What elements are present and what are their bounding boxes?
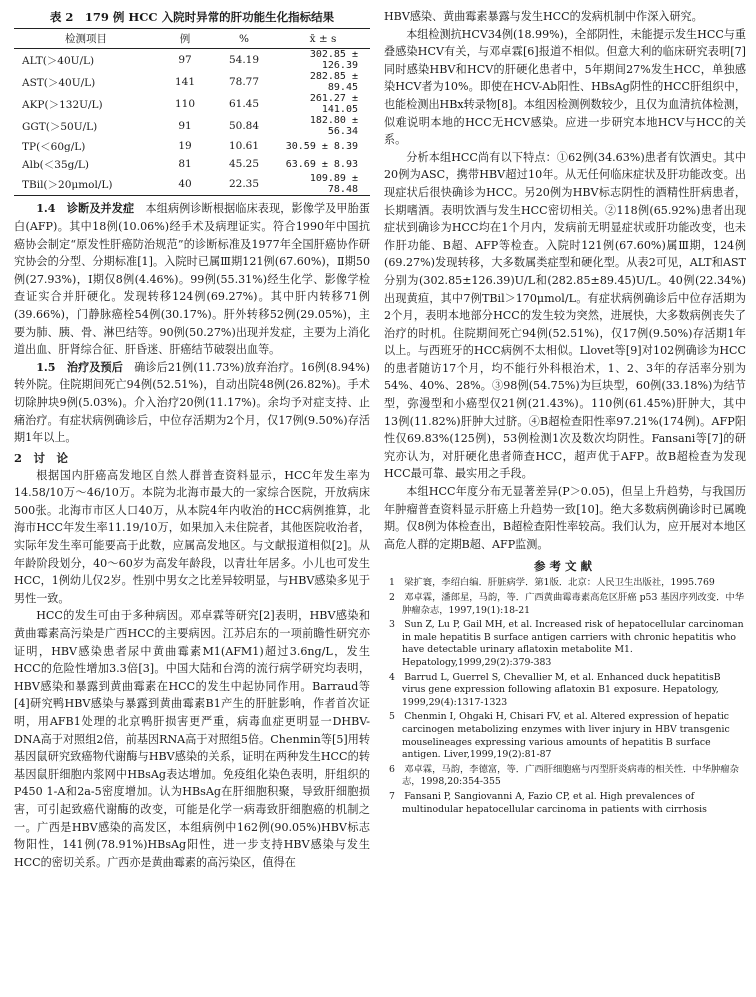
table-row (14, 173, 370, 196)
references-heading: 参考文献 (534, 559, 596, 574)
section-1-4 (14, 200, 370, 358)
section-1-5 (14, 359, 370, 447)
paragraph: 本组HCC年度分布无显著差异(P＞0.05)，但呈上升趋势，与我国历年肿瘤普查资料显示肝癌上升趋势一致[10]。绝大多数病例确诊时已属晚期。仅8例为体检查出，B超检查阳性率较高。我们认为，应开展对本地区高危人群的定期B超、AFP监测。 (384, 485, 746, 551)
paragraph: HBV感染、黄曲霉素暴露与发生HCC的发病机制中作深入研究。 (384, 10, 703, 23)
table-header: % (212, 29, 276, 49)
table-cell: 81 (178, 158, 192, 171)
left-column (14, 8, 370, 871)
table-cell: TBil(＞20μmol/L) (14, 173, 158, 196)
table-cell: 19 (178, 140, 192, 153)
paragraph-text: 本组病例诊断根据临床表现，影像学及甲胎蛋白(AFP)。其中18例(10.06%)经手术及病理证实。符合1990年中国抗癌协会制定“原发性肝癌防治规范”的诊断标准及1977年全国肝癌协作研究协会的分型、分期标准[1]。入院时已属Ⅲ期121例(67.60%)，Ⅱ期50例(27.93%)，Ⅰ期仅8例(4.46%)。99例(55.31%)经生化学、影像学检查证实合并肝硬化。发现转移124例(69.27%)。其中肝内转移71例(39.66%)，门静脉癌栓54例(30.17%)。肝外转移52例(29.05%)，主要为肺、胰、骨、淋巴结等。90例(50.27%)出现并发症，主要为上消化道出血、肝肾综合征、肝昏迷、肝癌结节破裂出血等。 (14, 202, 370, 357)
table-cell: 40 (158, 173, 212, 196)
table-row (14, 49, 370, 72)
section-heading: 1.5 治疗及预后 (36, 360, 123, 374)
table-header: 例 (158, 29, 212, 49)
table-cell: 141 (174, 76, 196, 88)
table-cell: 97 (178, 54, 192, 66)
table-row (14, 115, 370, 137)
section-heading: 1.4 诊断及并发症 (36, 202, 135, 216)
table-cell: AST(＞40U/L) (22, 76, 96, 89)
paragraph: 分析本组HCC尚有以下特点：①62例(34.63%)患者有饮酒史。其中20例为ASC，携带HBV超过10年。从无任何临床症状及肝功能改变。出现症状后很快确诊为HCC。另20例为HBV标志阴性的酒精性肝病患者，长期嗜酒。表明饮酒与发生HCC密切相关。②118例(65.92%)患者出现症状到确诊为HCC均在1个月内，发病前无明显症状或肝功能改变，也未作肝功能、B超、AFP等检查。入院时121例(67.60%)属Ⅲ期，124例(69.27%)发现转移，大多数属类症型和硬化型。从表2可见，ALT和AST分别为(302.85±126.39)U/L和(282.85±89.45)U/L。40例(22.34%)出现黄疸，其中7例TBil＞170μmol/L。有症状病例确诊后中位存活期为2个月，表明本地部分HCC的发生较为突然，进展快，大多数病例丧失了治疗的时机。住院期间死亡94例(52.51%)，仅17例(9.50%)存活期1年以上。与西班牙的HCC病例不太相似。Llovet等[9]对102例确诊为HCC的患者随访17个月，均不能行外科根治术，1、2、3年的存活率分别为54%、40%、28%。③98例(54.75%)为巨块型，60例(33.18%)为结节型，弥漫型和小癌型仅21例(21.43%)。110例(61.45%)肝肿大，其中13例(11.82%)肝肿大过脐。④B超检查阳性率97.21%(174例)。AFP阳性仅69.83%(125例)，53例检测1次及数次均阴性。Fansani等[7]的研究亦认为，对肝硬化患者筛查HCC，超声优于AFP。故B超检查为发现HCC最可靠、最实用之手段。 (384, 150, 746, 481)
table-header-row (14, 29, 370, 49)
table-cell: 50.84 (228, 120, 260, 132)
reference-item: 7 Fansani P, Sangiovanni A, Fazio CP, et al. High prevalences of multinodular hepatocellular carcinoma in patients with cirrhosis (389, 790, 707, 815)
paragraph: 根据国内肝癌高发地区自然人群普查资料显示，HCC年发生率为14.58/10万～46/10万。本院为北海市最大的一家综合医院，开放病床500张。北海市市区人口40万，从本院4年内收治的HCC病例推算，北海市HCC年发生率11.19/10万，如果加入未住院者，其他医院收治者，实际年发生率可能要高于此数，应属高发地区。与文献报道相似[2]。从年龄阶段划分，40～60岁为高发年龄段，以青壮年居多。小儿也可发生HCC，1例幼儿仅2岁。性别中男女之比差异较明显，与HBV感染多见于男性一致。 (14, 468, 370, 605)
table-header: 检测项目 (14, 29, 158, 49)
table-cell: 22.35 (212, 173, 276, 196)
reference-item: 3 Sun Z, Lu P, Gail MH, et al. Increased risk of hepatocellular carcinoman in male hepatitis B surface antigen carriers with chronic hepatitis who have detectable urinary aflatoxin metabolite M1. Hepatology,1999,29(2):379-383 (389, 619, 744, 668)
table-cell: 10.61 (228, 140, 260, 153)
table-row (14, 155, 370, 173)
table-cell: Alb(＜35g/L) (22, 158, 89, 171)
table-cell: 109.89 ± 78.48 (276, 173, 370, 196)
table-cell: 110 (174, 98, 196, 110)
table-cell: 261.27 ± 141.05 (309, 93, 358, 115)
reference-item: 5 Chenmin I, Ohgaki H, Chisari FV, et al. Altered expression of hepatic carcinogen metabolizing enzymes with liver injury in HBV transgenic mouselineages expressing various amounts of hepatitis B surface antigen. Liver,1999,19(2):81-87 (389, 711, 730, 761)
discussion-heading: 2 讨 论 (14, 450, 69, 465)
paragraph: HCC的发生可由于多种病因。邓卓霖等研究[2]表明，HBV感染和黄曲霉素高污染是广西HCC的主要病因。江苏启东的一项前瞻性研究亦证明，HBV感染患者尿中黄曲霉素M1(AFM1)超过3.6ng/L，发生HCC的危险性增加3.3倍[3]。中国大陆和台湾的流行病学研究均表明，HBV感染和暴露到黄曲霉素在HCC的发生中起协同作用。Barraud等[4]研究鸭HBV感染与暴露到黄曲霉素B1产生的肝脏影响，作者首次证明，用AFB1处理的北京鸭肝损害更严重，病毒血症更明显一DHBV-DNA高于对照组2倍，前基因RNA高于对照组5倍。Chenmin等[5]用转基因鼠研究致癌物代谢酶与HBV感染的关系，证明在两种发生HCC的转基因鼠肝细胞内浆网中HBsAg表达增加。免疫组化染色表明，肝组织的P450 1-A和2a-5密度增加。认为HBsAg在肝细胞积聚，导致肝细胞损害，可引起致癌代谢酶的改变，可能是化学一病毒致肝细胞癌的机制之一。广西是HBV感染的高发区，本组病例中162例(90.05%)HBV标志物阳性，141例(78.91%)HBsAg阳性，进一步支持HBV感染与发生HCC的密切关系。广西亦是黄曲霉素的高污染区，值得在 (14, 609, 370, 869)
table-cell: 91 (178, 120, 192, 132)
table-header: x̄ ± s (276, 29, 370, 49)
table-row (14, 137, 370, 155)
table-caption: 表 2 179 例 HCC 入院时异常的肝功能生化指标结果 (49, 10, 335, 24)
table-cell: 61.45 (228, 98, 260, 110)
paragraph-text: 确诊后21例(11.73%)放弃治疗。16例(8.94%)转外院。住院期间死亡94例(52.51%)，自动出院48例(26.82%)。手术切除肿块9例(5.03%)。介入治疗20例(11.17%)。余均予对症支持、止痛治疗。有症状病例确诊后，中位存活期为2个月，仅17例(9.50%)存活期1年以上。 (14, 360, 370, 445)
table-cell: TP(＜60g/L) (22, 140, 86, 153)
table-cell: 282.85 ± 89.45 (309, 71, 358, 93)
reference-item: 2 邓卓霖，潘郎星，马韵，等．广西黄曲霉毒素高危区肝癌 p53 基因序列改变．中华肿瘤杂志，1997,19(1):18-21 (389, 592, 744, 616)
reference-item: 1 梁扩寰，李绍白编．肝脏病学．第1版．北京：人民卫生出版社，1995.769 (389, 577, 715, 589)
table-cell: 182.80 ± 56.34 (309, 115, 358, 137)
liver-function-table (14, 28, 370, 196)
table-row (14, 93, 370, 115)
table-cell: 302.85 ± 126.39 (309, 49, 358, 71)
table-cell: ALT(＞40U/L) (22, 54, 95, 67)
table-cell: 30.59 ± 8.39 (285, 140, 358, 152)
table-cell: 63.69 ± 8.93 (285, 158, 358, 170)
right-column (384, 8, 746, 816)
table-cell: AKP(＞132U/L) (22, 98, 103, 111)
reference-item: 6 邓卓霖，马韵，李德富，等．广西肝细胞癌与丙型肝炎病毒的相关性．中华肿瘤杂志，1998,20:354-355 (389, 763, 739, 788)
paragraph: 本组检测抗HCV34例(18.99%)，全部阴性，未能提示发生HCC与重叠感染HCV有关，与邓卓霖[6]报道不相似。但意大利的临床研究表明[7]同时感染HBV和HCV的肝硬化患者中，5年期间27%发生HCC，单独感染HCV者为10%。即使在HCV-Ab阳性、HBsAg阴性的HCC肝组织中，也能检测出HBx转录物[8]。本组因检测例数较少，且仅为血清抗体检测，似难说明本地的HCC无HCV感染。应进一步研究本地HCV与HCC的关系。 (384, 27, 746, 147)
table-cell: 78.77 (228, 76, 260, 88)
table-row (14, 71, 370, 93)
table-cell: 54.19 (228, 54, 260, 66)
table-cell: GGT(＞50U/L) (22, 120, 98, 133)
reference-item: 4 Barrud L, Guerrel S, Chevallier M, et al. Enhanced duck hepatitisB virus gene expression following aflatoxin B1 exposure. Hepatology, 1999,29(4):1317-1323 (389, 671, 721, 708)
table-cell: 45.25 (228, 158, 260, 171)
